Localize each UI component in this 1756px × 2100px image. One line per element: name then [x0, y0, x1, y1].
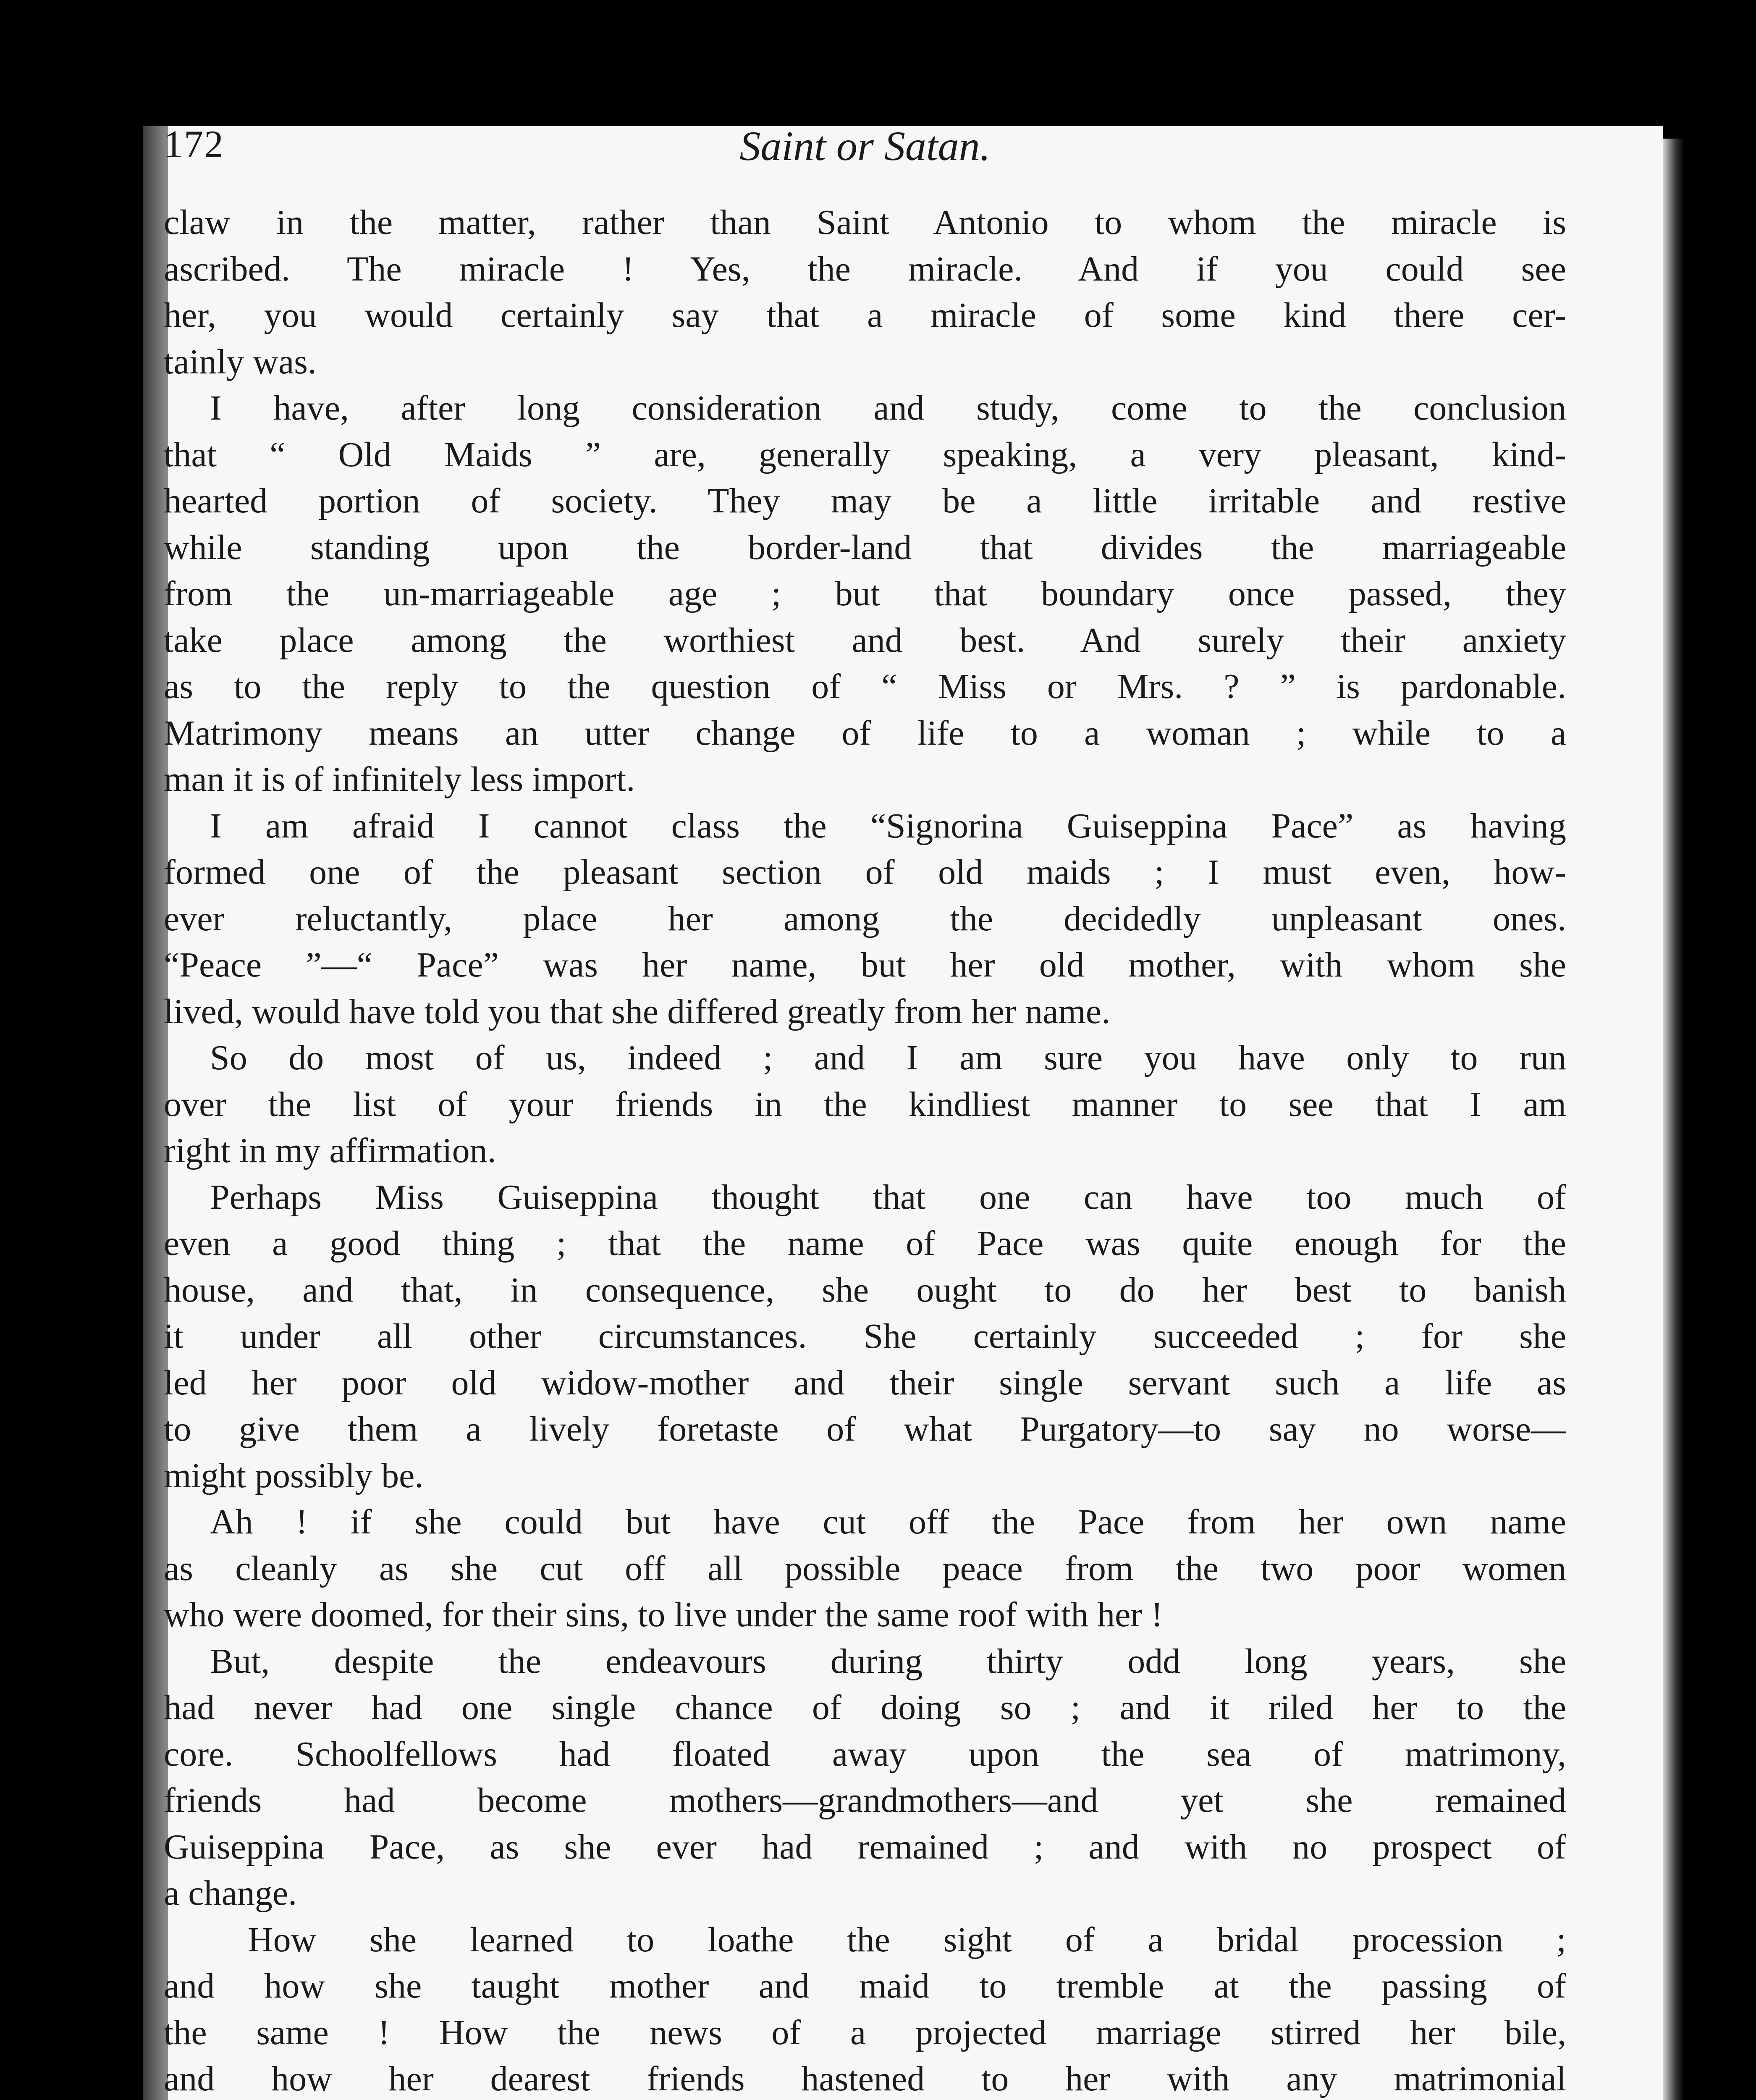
page-header — [164, 122, 1566, 189]
text-line: But, despite the endeavours during thirty odd long years, she — [210, 1641, 1566, 1681]
text-line: “Peace ”—“ Pace” was her name, but her old mother, with whom she — [164, 945, 1566, 984]
page-edge-shadow — [1663, 139, 1684, 2100]
text-line: friends had become mothers—grandmothers—and yet she remained — [164, 1781, 1566, 1820]
text-line: lived, would have told you that she differed greatly from her name. — [164, 992, 1111, 1031]
text-line: ascribed. The miracle ! Yes, the miracle. And if you could see — [164, 249, 1566, 289]
text-line: hearted portion of society. They may be a little irritable and restive — [164, 481, 1566, 520]
text-line: core. Schoolfellows had floated away upon the sea of matrimony, — [164, 1734, 1566, 1774]
text-line: as cleanly as she cut off all possible peace from the two poor women — [164, 1549, 1566, 1588]
text-line: it under all other circumstances. She certainly succeeded ; for she — [164, 1317, 1566, 1356]
text-line: I have, after long consideration and study, come to the conclusion — [210, 388, 1566, 428]
text-line: I am afraid I cannot class the “Signorina Guiseppina Pace” as having — [210, 806, 1566, 845]
text-line: while standing upon the border-land that divides the marriageable — [164, 528, 1566, 567]
text-line: had never had one single chance of doing so ; and it riled her to the — [164, 1688, 1566, 1727]
text-line: from the un-marriageable age ; but that boundary once passed, they — [164, 574, 1566, 613]
text-line: that “ Old Maids ” are, generally speaking, a very pleasant, kind- — [164, 435, 1566, 474]
text-line: Guiseppina Pace, as she ever had remained ; and with no prospect of — [164, 1827, 1566, 1866]
text-line: So do most of us, indeed ; and I am sure you have only to run — [210, 1038, 1566, 1077]
text-line: man it is of infinitely less import. — [164, 760, 635, 799]
text-line: formed one of the pleasant section of old maids ; I must even, how- — [164, 853, 1566, 892]
text-line: Matrimony means an utter change of life to a woman ; while to a — [164, 713, 1566, 753]
text-line: tainly was. — [164, 342, 317, 381]
text-line: to give them a lively foretaste of what Purgatory—to say no worse— — [164, 1410, 1566, 1449]
text-line: right in my affirmation. — [164, 1131, 496, 1170]
running-title: Saint or Satan. — [739, 123, 991, 169]
text-line: the same ! How the news of a projected marriage stirred her bile, — [164, 2013, 1566, 2052]
text-line: a change. — [164, 1874, 297, 1913]
text-line: over the list of your friends in the kindliest manner to see that I am — [164, 1084, 1566, 1124]
text-line: even a good thing ; that the name of Pace was quite enough for the — [164, 1224, 1566, 1263]
text-line: take place among the worthiest and best. And surely their anxiety — [164, 620, 1566, 660]
text-line: ever reluctantly, place her among the decidedly unpleasant ones. — [164, 899, 1566, 938]
text-line: and how she taught mother and maid to tremble at the passing of — [164, 1966, 1566, 2006]
page-number: 172 — [164, 123, 224, 165]
text-line: who were doomed, for their sins, to live under the same roof with her ! — [164, 1595, 1163, 1634]
body-text — [164, 200, 1566, 2100]
text-line: led her poor old widow-mother and their single servant such a life as — [164, 1363, 1566, 1402]
text-line: Ah ! if she could but have cut off the Pace from her own name — [210, 1502, 1566, 1541]
text-line: and how her dearest friends hastened to her with any matrimonial — [164, 2059, 1566, 2098]
text-line: as to the reply to the question of “ Miss or Mrs. ? ” is pardonable. — [164, 667, 1566, 706]
text-line: Perhaps Miss Guiseppina thought that one can have too much of — [210, 1177, 1566, 1217]
text-line: claw in the matter, rather than Saint Antonio to whom the miracle is — [164, 203, 1566, 242]
text-line: her, you would certainly say that a miracle of some kind there cer- — [164, 296, 1566, 335]
text-line: house, and that, in consequence, she ought to do her best to banish — [164, 1270, 1566, 1310]
text-line: might possibly be. — [164, 1456, 424, 1495]
text-line: How she learned to loathe the sight of a bridal procession ; — [248, 1920, 1566, 1959]
